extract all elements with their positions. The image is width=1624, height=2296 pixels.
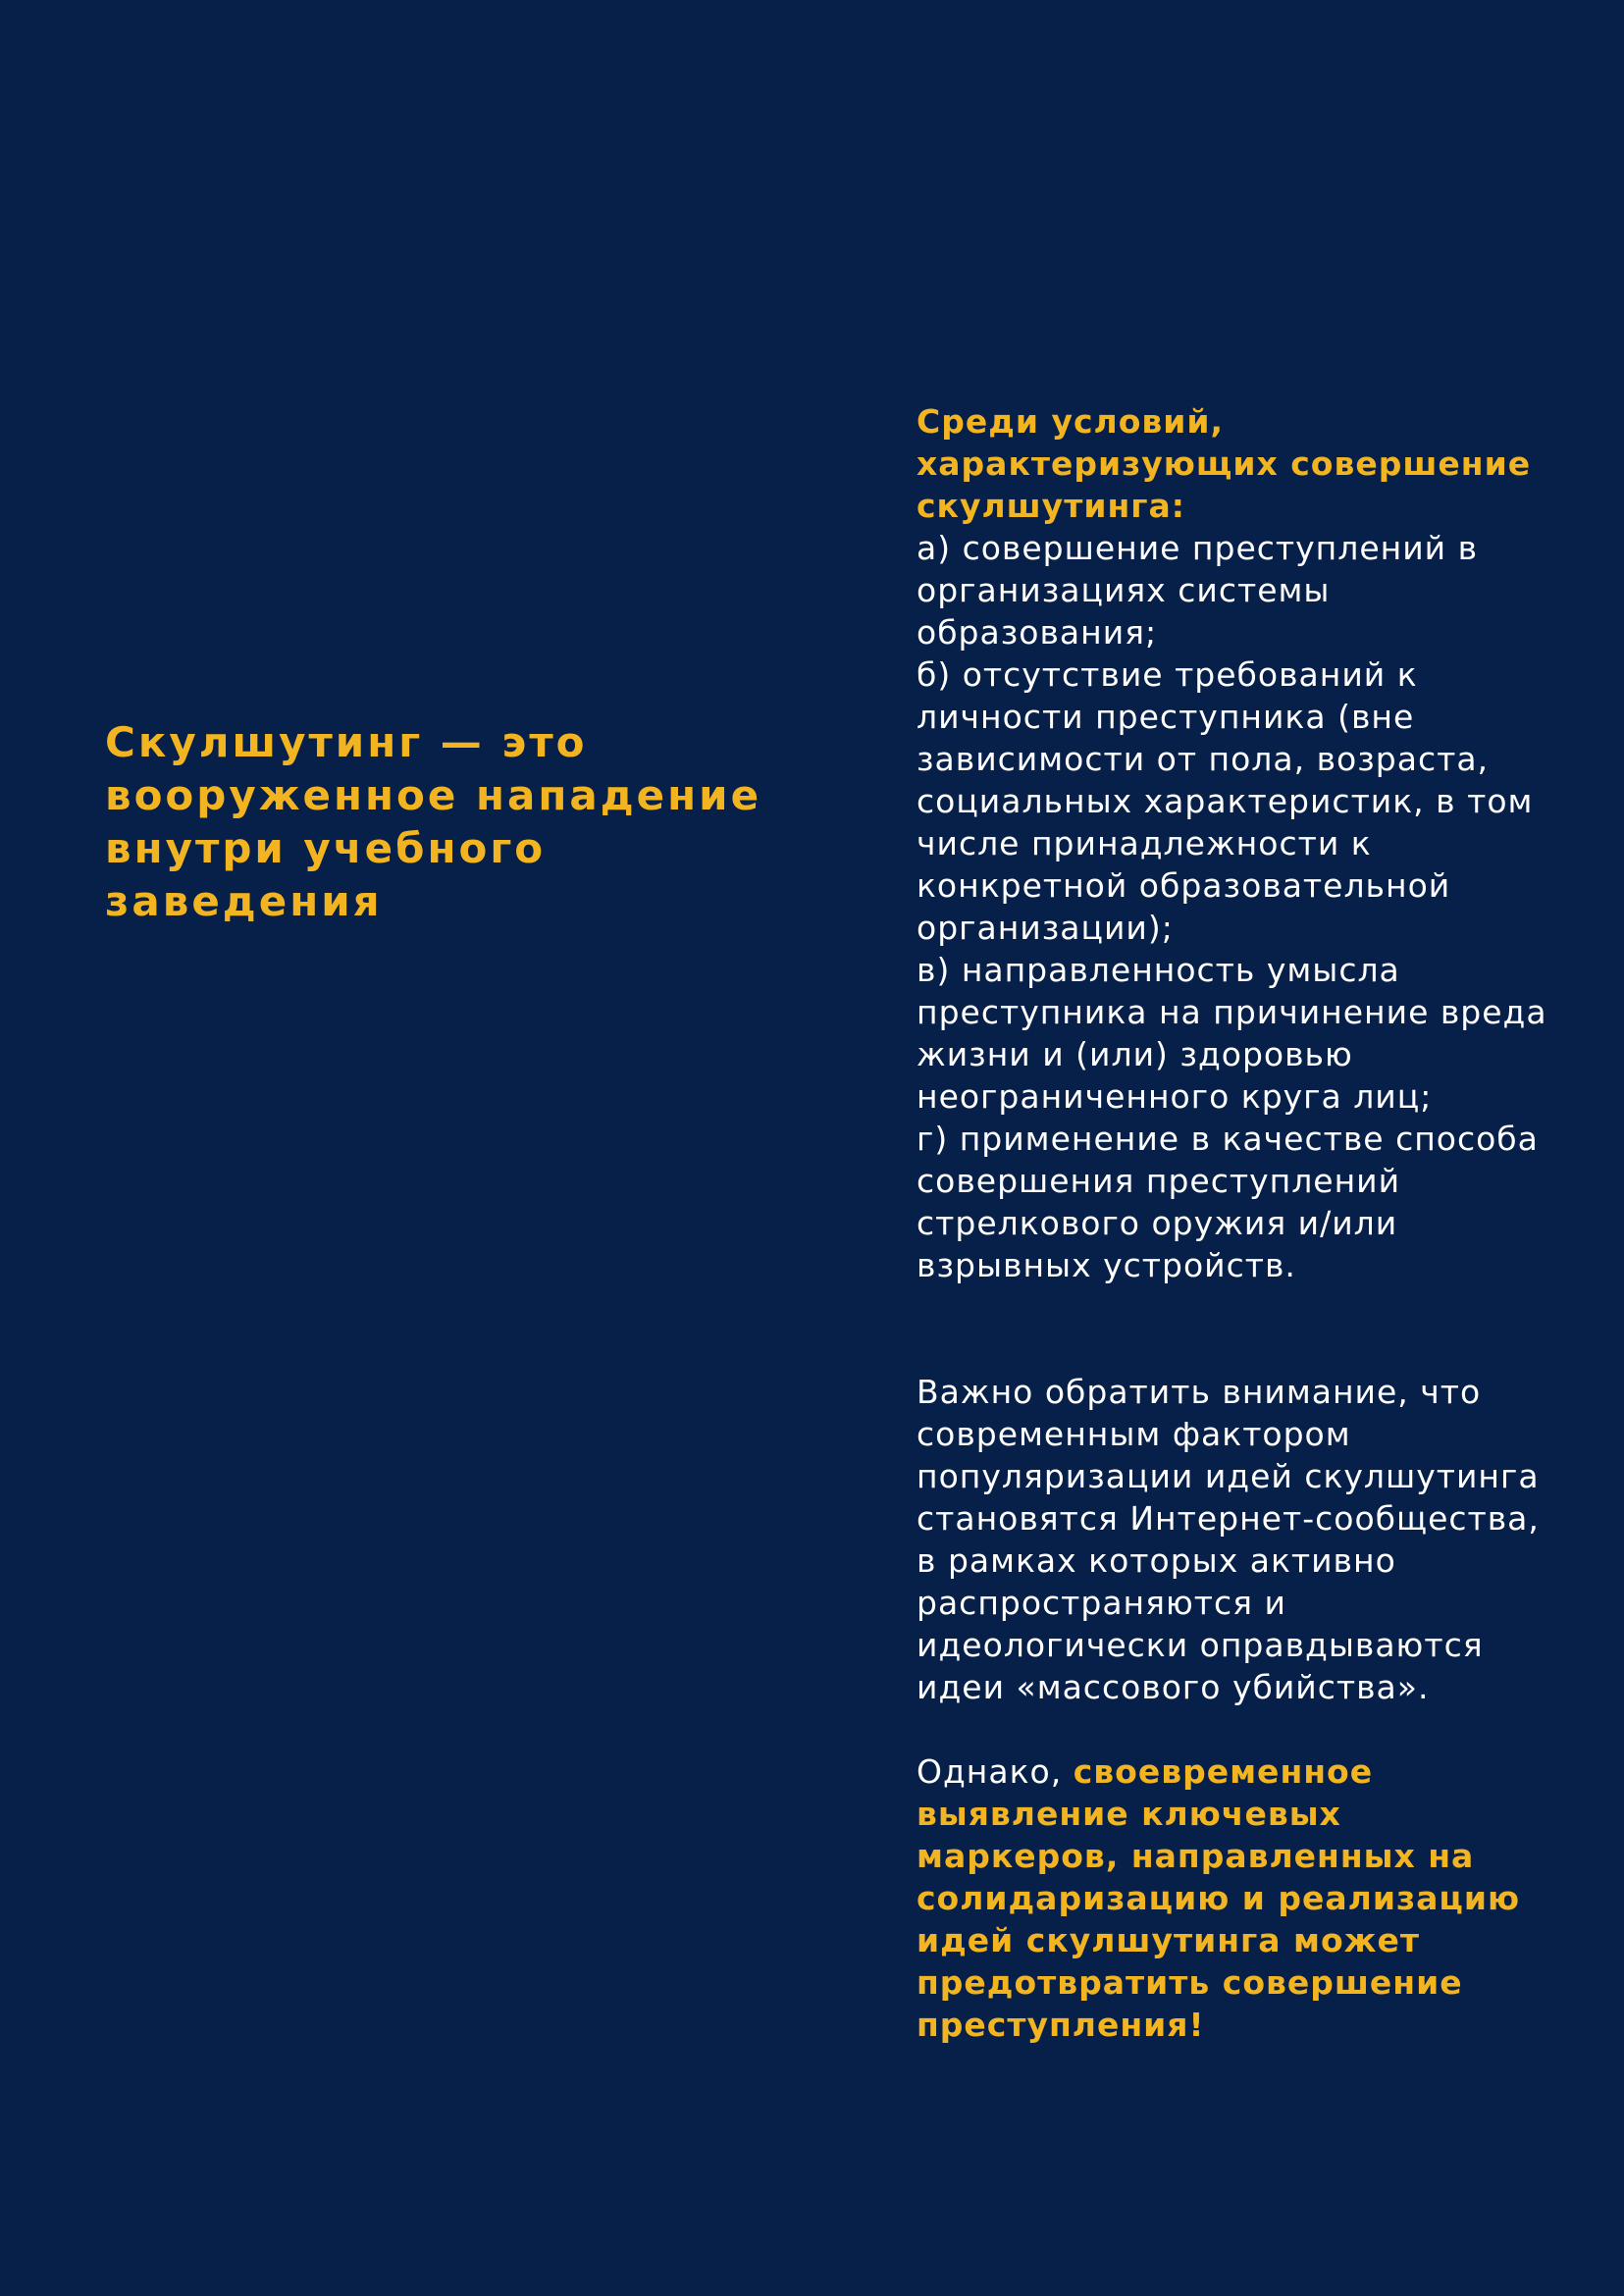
important-paragraph: Важно обратить внимание, что современным фактором популяризации идей скулшутинга становятся Интернет-сообщества, в рамках которых активно распространяются и идеологически оправдываются идеи «массового убийства». — [917, 1373, 1540, 1706]
condition-item-b: б) отсутствие требований к личности преступника (вне зависимости от пола, возраста, социальных характеристик, в том числе принадлежности к конкретной образовательной организации); — [917, 655, 1534, 947]
however-highlight: своевременное выявление ключевых маркеров, направленных на солидаризацию и реализацию идей скулшутинга может предотвратить совершение преступления! — [917, 1752, 1521, 2044]
right-column — [917, 400, 1554, 2046]
spacer — [917, 1708, 1554, 1750]
however-prefix: Однако, — [917, 1752, 1063, 1791]
conditions-heading: Среди условий, характеризующих совершение скулшутинга: — [917, 402, 1532, 525]
spacer — [917, 1286, 1554, 1371]
condition-item-g: г) применение в качестве способа совершения преступлений стрелкового оружия и/или взрывных устройств. — [917, 1120, 1539, 1284]
however-paragraph — [917, 1750, 1554, 2046]
condition-item-v: в) направленность умысла преступника на причинение вреда жизни и (или) здоровью неограниченного круга лиц; — [917, 951, 1547, 1116]
page-title: Скулшутинг — это вооруженное нападение внутри учебного заведения — [105, 718, 762, 925]
condition-item-a: а) совершение преступлений в организациях системы образования; — [917, 529, 1479, 652]
